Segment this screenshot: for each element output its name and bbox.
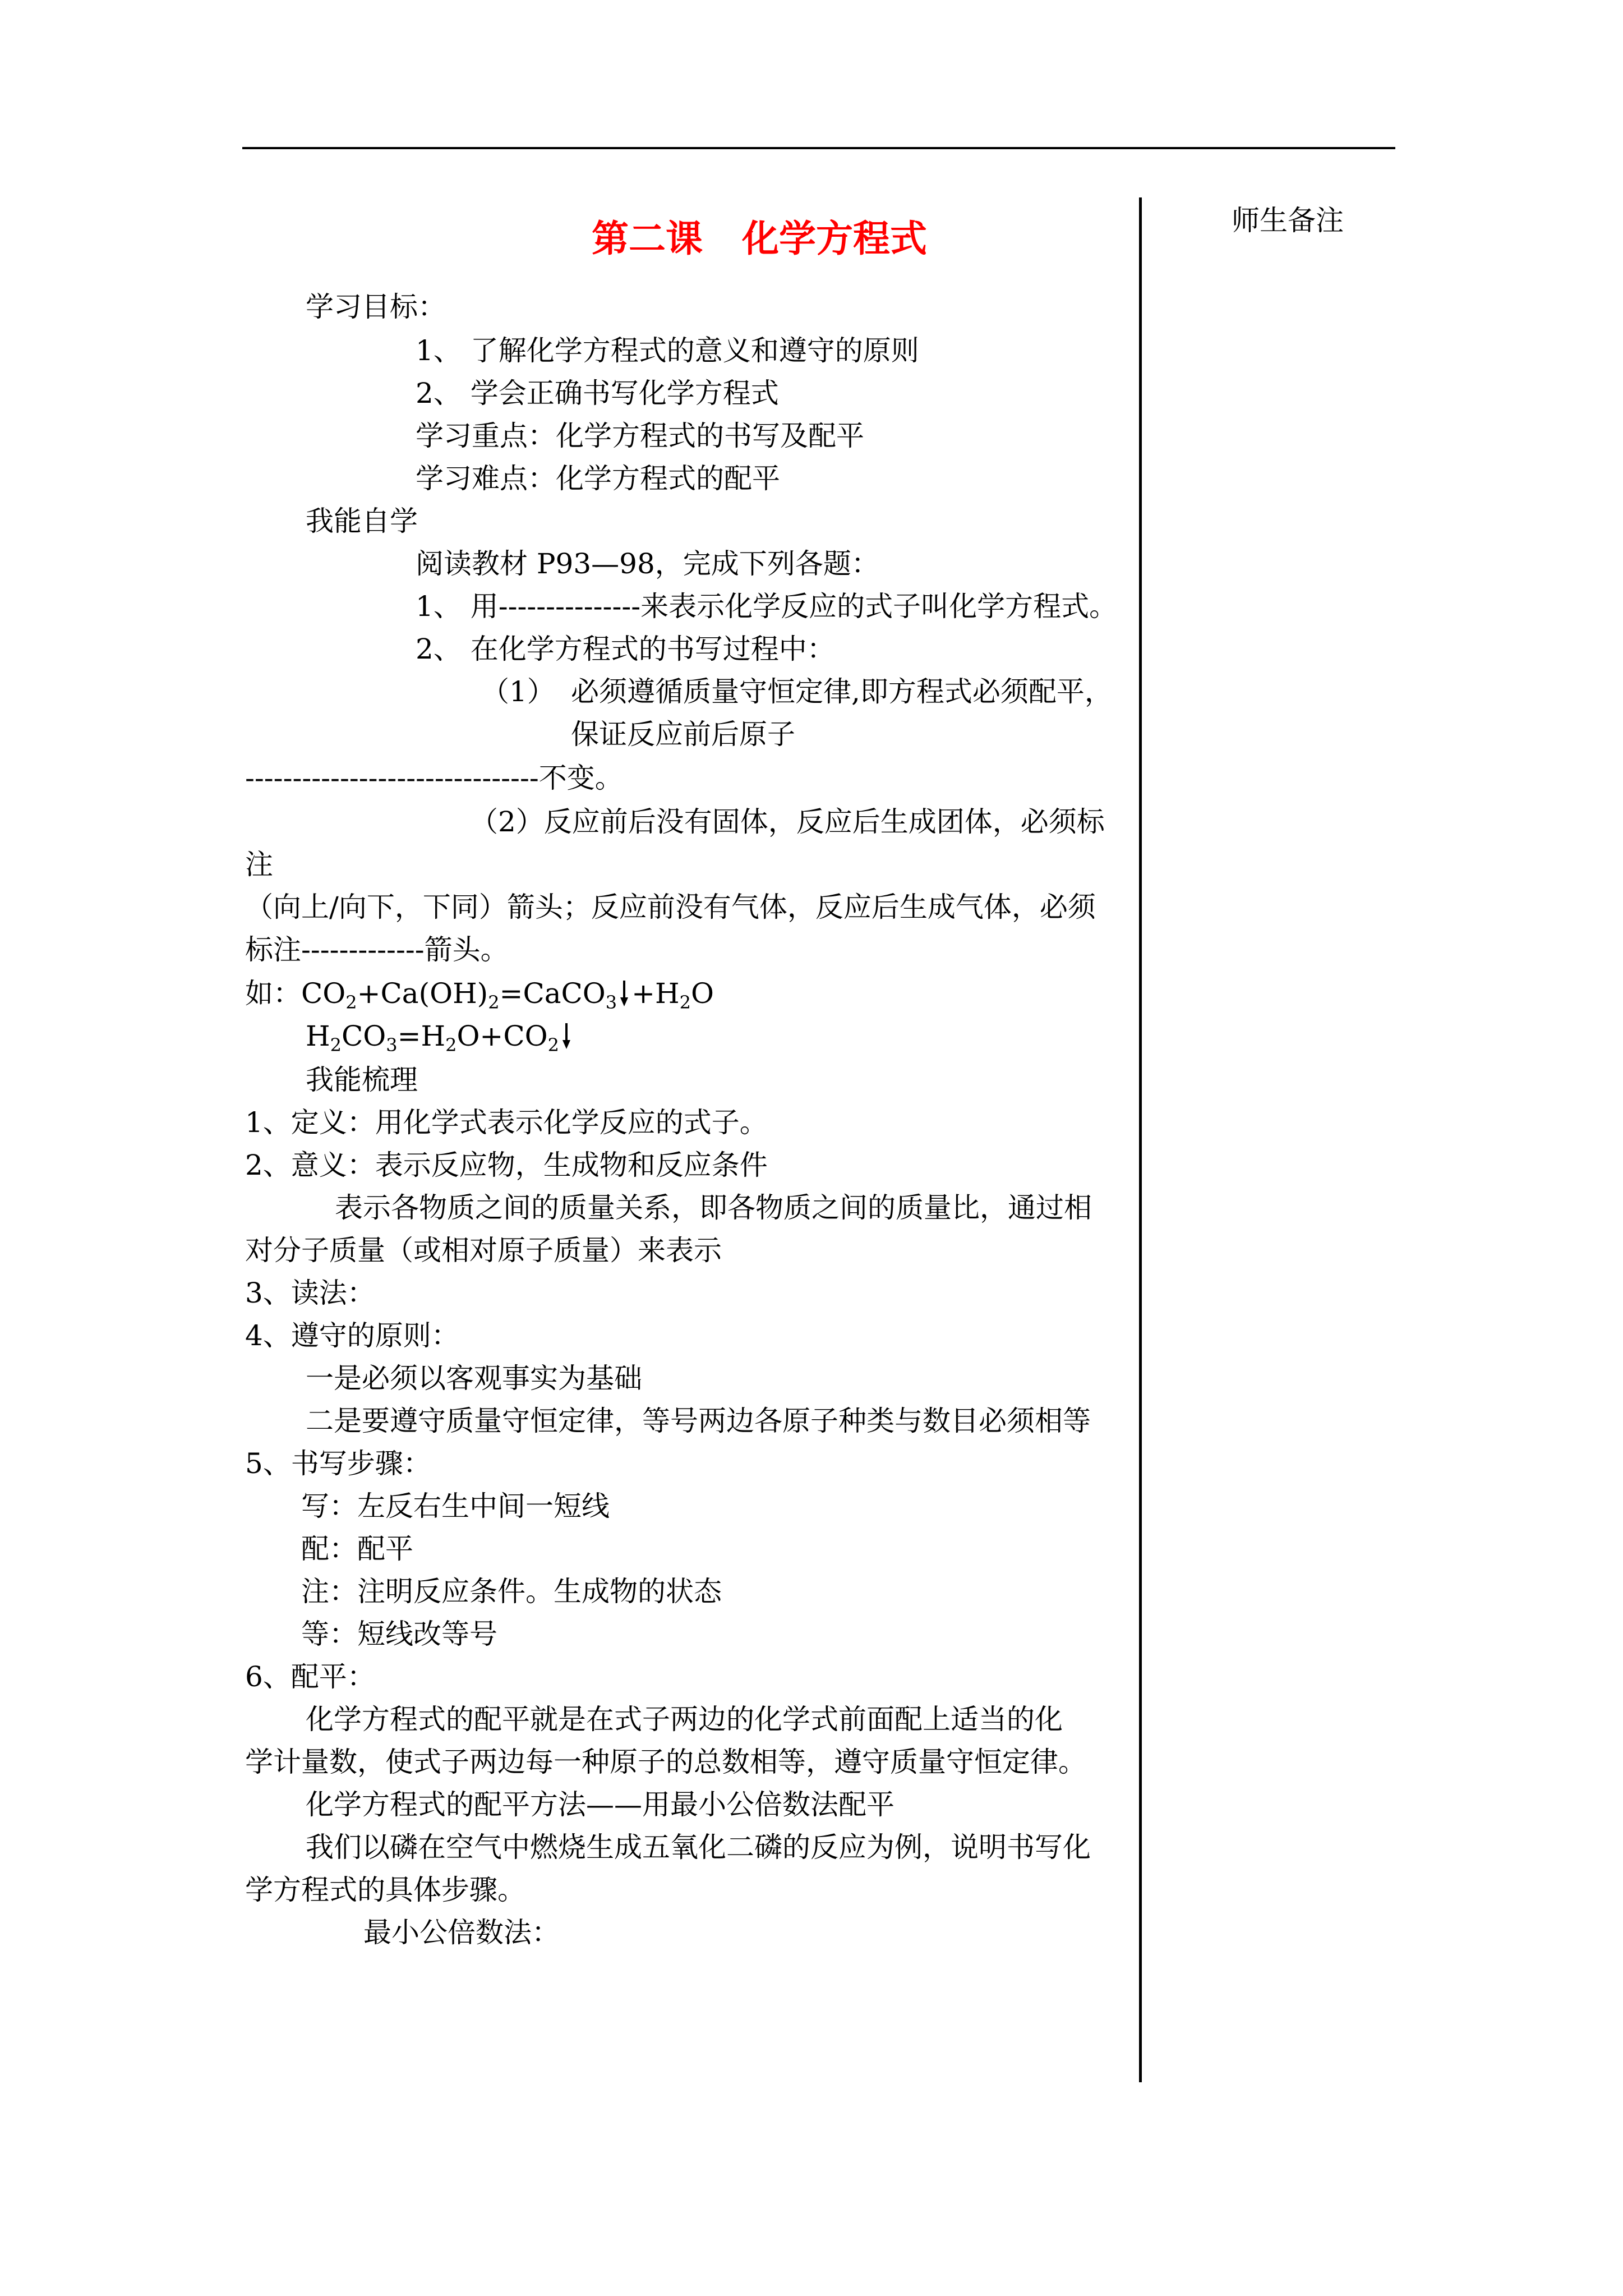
step-annotate: 注：注明反应条件。生成物的状态 (301, 1575, 722, 1608)
lesson-name: 化学方程式 (742, 217, 927, 260)
meaning-item: 2、意义：表示反应物，生成物和反应条件 (245, 1149, 768, 1181)
self-study-heading: 我能自学 (306, 505, 418, 537)
key-point: 学习重点：化学方程式的书写及配平 (416, 420, 864, 452)
example-prefix: 如： (245, 977, 301, 1010)
example-equation-2: $H_2CO_3=H_2O+CO_2$ (306, 1016, 574, 1056)
step-equal-sign: 等：短线改等号 (301, 1618, 497, 1650)
principle-1: 一是必须以客观事实为基础 (306, 1362, 642, 1395)
sub-question-2-text: （2）反应前后没有固体，反应后生成团体，必须标 (470, 806, 1105, 838)
arrow-instruction: （向上/向下，下同）箭头；反应前没有气体，反应后生成气体，必须 (245, 891, 1096, 923)
arrow-blank: 标注-------------箭头。 (245, 933, 509, 966)
goal-item-1: 1、 了解化学方程式的意义和遵守的原则 (416, 334, 919, 367)
step-write: 写：左反右生中间一短线 (301, 1490, 610, 1522)
precipitate-arrow-icon (620, 981, 628, 1006)
balancing-definition: 化学方程式的配平就是在式子两边的化学式前面配上适当的化 (306, 1703, 1063, 1736)
phosphorus-example: 我们以磷在空气中燃烧生成五氧化二磷的反应为例，说明书写化 (306, 1831, 1091, 1864)
sub-question-1-text: 必须遵循质量守恒定律,即方程式必须配平， (571, 675, 1113, 708)
balancing-item: 6、配平： (245, 1660, 375, 1693)
lesson-number: 第二课 (592, 217, 703, 260)
principle-2: 二是要遵守质量守恒定律，等号两边各原子种类与数目必须相等 (306, 1405, 1091, 1437)
difficult-point: 学习难点：化学方程式的配平 (416, 462, 780, 495)
sub-question-2-continued: 注 (245, 848, 273, 881)
header-rule (242, 147, 1395, 149)
fill-blank-atoms: -------------------------------不变。 (245, 762, 623, 794)
column-divider (1139, 197, 1142, 2082)
step-balance: 配：配平 (301, 1533, 413, 1565)
balancing-definition-continued: 学计量数，使式子两边每一种原子的总数相等，遵守质量守恒定律。 (245, 1746, 1086, 1778)
reading-instruction: 阅读教材 P93—98，完成下列各题： (416, 547, 879, 580)
example-equation-1: 如：$CO_2+Ca(OH)_2=CaCO_3 +H_2O$ (245, 977, 714, 1013)
writing-steps-item: 5、书写步骤： (245, 1447, 431, 1480)
goal-item-2: 2、 学会正确书写化学方程式 (416, 377, 779, 409)
phosphorus-example-continued: 学方程式的具体步骤。 (245, 1874, 525, 1906)
definition-item: 1、定义：用化学式表示化学反应的式子。 (245, 1106, 768, 1139)
lesson-title (592, 213, 927, 264)
sub-question-1-label: （1） (481, 675, 555, 708)
gas-arrow-icon (562, 1023, 570, 1049)
question-1: 1、 用---------------来表示化学反应的式子叫化学方程式。 (416, 590, 1118, 623)
balancing-method: 化学方程式的配平方法——用最小公倍数法配平 (306, 1788, 895, 1821)
meaning-detail-continued: 对分子质量（或相对原子质量）来表示 (245, 1234, 722, 1267)
meaning-detail: 表示各物质之间的质量关系，即各物质之间的质量比，通过相 (335, 1191, 1092, 1224)
reading-method-item: 3、读法： (245, 1277, 375, 1309)
lcm-method-label: 最小公倍数法： (363, 1916, 560, 1949)
learning-goals-heading: 学习目标： (306, 291, 446, 323)
notes-column-label: 师生备注 (1232, 204, 1344, 237)
summary-heading: 我能梳理 (306, 1064, 418, 1096)
sub-question-1-continued: 保证反应前后原子 (571, 718, 795, 751)
principles-item: 4、遵守的原则： (245, 1319, 459, 1352)
question-2: 2、 在化学方程式的书写过程中： (416, 633, 835, 665)
